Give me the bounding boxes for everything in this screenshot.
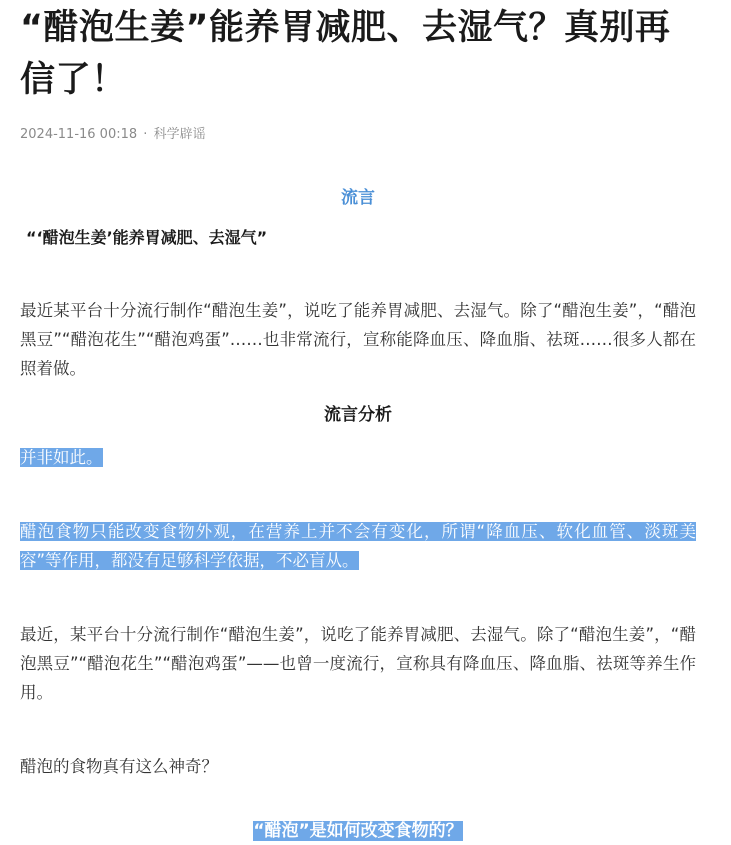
rumor-label: 流言	[341, 188, 375, 208]
paragraph-detail: 最近，某平台十分流行制作“醋泡生姜”，说吃了能养胃减肥、去湿气。除了“醋泡生姜”，“醋泡黑豆”“醋泡花生”“醋泡鸡蛋”——也曾一度流行，宣称具有降血压、降血脂、祛斑等养生作用。	[20, 625, 696, 702]
highlight-long-paragraph	[20, 517, 696, 575]
article-title: “醋泡生姜”能养胃减肥、去湿气？真别再信了！	[20, 8, 671, 100]
meta-separator: ·	[143, 127, 148, 142]
paragraph-intro: 最近某平台十分流行制作“醋泡生姜”，说吃了能养胃减肥、去湿气。除了“醋泡生姜”，“醋泡黑豆”“醋泡花生”“醋泡鸡蛋”……也非常流行，宣称能降血压、降血脂、祛斑……很多人都在照着做。	[20, 301, 696, 378]
highlighted-text-short[interactable]: 并非如此。	[20, 448, 103, 467]
publish-date: 2024-11-16 00:18	[20, 127, 138, 142]
paragraph-question: 醋泡的食物真有这么神奇？	[20, 757, 218, 776]
subheading-highlight[interactable]: “醋泡”是如何改变食物的？	[253, 821, 463, 841]
highlighted-text-long[interactable]: 醋泡食物只能改变食物外观，在营养上并不会有变化，所谓“降血压、软化血管、淡斑美容”等作用，都没有足够科学依据，不必盲从。	[20, 522, 696, 570]
article-category[interactable]: 科学辟谣	[153, 127, 206, 142]
article	[20, 0, 696, 845]
analysis-label: 流言分析	[324, 405, 392, 425]
article-meta	[20, 126, 696, 144]
highlight-short-paragraph	[20, 443, 696, 472]
subheading	[20, 817, 696, 845]
rumor-quote: “‘醋泡生姜’能养胃减肥、去湿气”	[26, 228, 268, 247]
